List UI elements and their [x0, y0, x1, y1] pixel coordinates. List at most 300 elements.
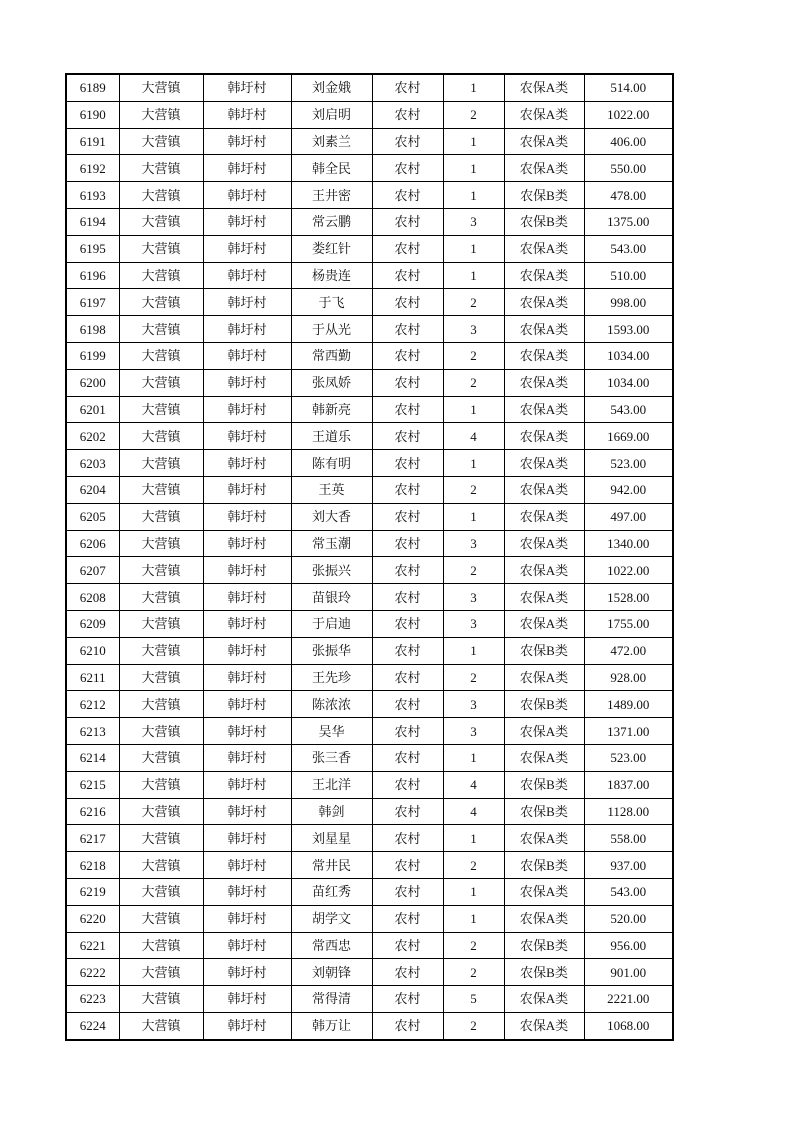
cell-amount: 2221.00 — [584, 986, 673, 1013]
cell-household-type: 农村 — [372, 316, 443, 343]
cell-serial-number: 6220 — [66, 905, 119, 932]
cell-household-type: 农村 — [372, 155, 443, 182]
table-row — [66, 771, 673, 798]
benefit-table — [65, 73, 674, 1041]
cell-amount: 956.00 — [584, 932, 673, 959]
cell-town: 大营镇 — [119, 664, 203, 691]
table-row — [66, 932, 673, 959]
table-row — [66, 852, 673, 879]
cell-village: 韩圩村 — [203, 101, 291, 128]
cell-serial-number: 6205 — [66, 503, 119, 530]
cell-amount: 1022.00 — [584, 101, 673, 128]
cell-person-count: 2 — [443, 664, 504, 691]
cell-serial-number: 6192 — [66, 155, 119, 182]
cell-household-type: 农村 — [372, 476, 443, 503]
cell-person-count: 3 — [443, 316, 504, 343]
cell-amount: 1371.00 — [584, 718, 673, 745]
cell-household-type: 农村 — [372, 878, 443, 905]
cell-insurance-category: 农保A类 — [504, 503, 584, 530]
cell-town: 大营镇 — [119, 476, 203, 503]
cell-person-count: 2 — [443, 369, 504, 396]
cell-household-type: 农村 — [372, 557, 443, 584]
cell-village: 韩圩村 — [203, 825, 291, 852]
cell-village: 韩圩村 — [203, 316, 291, 343]
cell-serial-number: 6196 — [66, 262, 119, 289]
cell-person-count: 4 — [443, 771, 504, 798]
cell-person-count: 1 — [443, 637, 504, 664]
cell-insurance-category: 农保B类 — [504, 932, 584, 959]
cell-insurance-category: 农保A类 — [504, 101, 584, 128]
cell-village: 韩圩村 — [203, 450, 291, 477]
cell-village: 韩圩村 — [203, 637, 291, 664]
cell-insurance-category: 农保B类 — [504, 182, 584, 209]
cell-insurance-category: 农保A类 — [504, 610, 584, 637]
cell-amount: 1128.00 — [584, 798, 673, 825]
cell-insurance-category: 农保B类 — [504, 798, 584, 825]
table-row — [66, 584, 673, 611]
cell-person-count: 1 — [443, 262, 504, 289]
cell-town: 大营镇 — [119, 530, 203, 557]
cell-village: 韩圩村 — [203, 557, 291, 584]
cell-village: 韩圩村 — [203, 610, 291, 637]
cell-person-name: 常西勤 — [291, 342, 372, 369]
cell-insurance-category: 农保B类 — [504, 852, 584, 879]
cell-household-type: 农村 — [372, 664, 443, 691]
cell-household-type: 农村 — [372, 289, 443, 316]
cell-village: 韩圩村 — [203, 155, 291, 182]
cell-town: 大营镇 — [119, 182, 203, 209]
cell-person-name: 刘金娥 — [291, 74, 372, 101]
cell-insurance-category: 农保A类 — [504, 878, 584, 905]
cell-household-type: 农村 — [372, 691, 443, 718]
cell-town: 大营镇 — [119, 798, 203, 825]
cell-town: 大营镇 — [119, 744, 203, 771]
cell-amount: 510.00 — [584, 262, 673, 289]
table-row — [66, 610, 673, 637]
cell-village: 韩圩村 — [203, 530, 291, 557]
cell-village: 韩圩村 — [203, 208, 291, 235]
cell-person-count: 1 — [443, 128, 504, 155]
table-row — [66, 74, 673, 101]
cell-town: 大营镇 — [119, 557, 203, 584]
cell-town: 大营镇 — [119, 610, 203, 637]
cell-insurance-category: 农保B类 — [504, 959, 584, 986]
cell-person-count: 1 — [443, 235, 504, 262]
cell-household-type: 农村 — [372, 584, 443, 611]
cell-person-name: 王井密 — [291, 182, 372, 209]
cell-household-type: 农村 — [372, 128, 443, 155]
table-row — [66, 208, 673, 235]
cell-village: 韩圩村 — [203, 503, 291, 530]
cell-town: 大营镇 — [119, 208, 203, 235]
cell-amount: 1593.00 — [584, 316, 673, 343]
cell-household-type: 农村 — [372, 959, 443, 986]
cell-person-name: 韩剑 — [291, 798, 372, 825]
cell-insurance-category: 农保A类 — [504, 530, 584, 557]
cell-insurance-category: 农保B类 — [504, 691, 584, 718]
table-row — [66, 262, 673, 289]
cell-town: 大营镇 — [119, 878, 203, 905]
cell-household-type: 农村 — [372, 637, 443, 664]
cell-household-type: 农村 — [372, 771, 443, 798]
cell-person-count: 4 — [443, 423, 504, 450]
cell-person-count: 2 — [443, 101, 504, 128]
table-row — [66, 316, 673, 343]
cell-household-type: 农村 — [372, 744, 443, 771]
cell-amount: 558.00 — [584, 825, 673, 852]
cell-amount: 1669.00 — [584, 423, 673, 450]
table-row — [66, 369, 673, 396]
cell-amount: 937.00 — [584, 852, 673, 879]
cell-insurance-category: 农保A类 — [504, 423, 584, 450]
cell-town: 大营镇 — [119, 235, 203, 262]
cell-amount: 472.00 — [584, 637, 673, 664]
cell-person-name: 常西忠 — [291, 932, 372, 959]
cell-village: 韩圩村 — [203, 423, 291, 450]
cell-person-name: 韩全民 — [291, 155, 372, 182]
cell-household-type: 农村 — [372, 852, 443, 879]
cell-person-name: 胡学文 — [291, 905, 372, 932]
cell-person-count: 2 — [443, 557, 504, 584]
cell-person-count: 3 — [443, 530, 504, 557]
cell-person-name: 杨贵连 — [291, 262, 372, 289]
cell-serial-number: 6219 — [66, 878, 119, 905]
cell-household-type: 农村 — [372, 342, 443, 369]
cell-household-type: 农村 — [372, 208, 443, 235]
cell-town: 大营镇 — [119, 396, 203, 423]
cell-person-name: 张凤娇 — [291, 369, 372, 396]
cell-person-name: 刘启明 — [291, 101, 372, 128]
cell-serial-number: 6202 — [66, 423, 119, 450]
cell-person-name: 王道乐 — [291, 423, 372, 450]
table-row — [66, 557, 673, 584]
cell-person-name: 刘朝锋 — [291, 959, 372, 986]
cell-village: 韩圩村 — [203, 932, 291, 959]
table-body — [66, 74, 673, 1040]
cell-village: 韩圩村 — [203, 262, 291, 289]
cell-village: 韩圩村 — [203, 396, 291, 423]
cell-insurance-category: 农保A类 — [504, 986, 584, 1013]
cell-serial-number: 6217 — [66, 825, 119, 852]
cell-village: 韩圩村 — [203, 771, 291, 798]
table-row — [66, 101, 673, 128]
cell-amount: 550.00 — [584, 155, 673, 182]
cell-town: 大营镇 — [119, 262, 203, 289]
cell-village: 韩圩村 — [203, 691, 291, 718]
cell-village: 韩圩村 — [203, 476, 291, 503]
cell-person-count: 1 — [443, 155, 504, 182]
table-row — [66, 450, 673, 477]
cell-person-name: 娄红针 — [291, 235, 372, 262]
cell-town: 大营镇 — [119, 450, 203, 477]
cell-person-name: 苗红秀 — [291, 878, 372, 905]
cell-serial-number: 6209 — [66, 610, 119, 637]
cell-insurance-category: 农保A类 — [504, 718, 584, 745]
cell-amount: 1034.00 — [584, 342, 673, 369]
cell-village: 韩圩村 — [203, 235, 291, 262]
cell-serial-number: 6212 — [66, 691, 119, 718]
cell-amount: 901.00 — [584, 959, 673, 986]
cell-amount: 1034.00 — [584, 369, 673, 396]
cell-insurance-category: 农保A类 — [504, 744, 584, 771]
cell-person-count: 2 — [443, 852, 504, 879]
cell-person-count: 1 — [443, 744, 504, 771]
cell-person-name: 刘星星 — [291, 825, 372, 852]
cell-amount: 1340.00 — [584, 530, 673, 557]
cell-insurance-category: 农保B类 — [504, 208, 584, 235]
table-row — [66, 691, 673, 718]
cell-person-name: 常云鹏 — [291, 208, 372, 235]
cell-serial-number: 6207 — [66, 557, 119, 584]
cell-person-name: 王英 — [291, 476, 372, 503]
cell-amount: 543.00 — [584, 878, 673, 905]
cell-village: 韩圩村 — [203, 852, 291, 879]
cell-person-name: 苗银玲 — [291, 584, 372, 611]
cell-person-name: 常得清 — [291, 986, 372, 1013]
table-row — [66, 530, 673, 557]
cell-amount: 1837.00 — [584, 771, 673, 798]
cell-village: 韩圩村 — [203, 959, 291, 986]
cell-village: 韩圩村 — [203, 584, 291, 611]
cell-household-type: 农村 — [372, 1012, 443, 1039]
cell-person-count: 3 — [443, 718, 504, 745]
cell-village: 韩圩村 — [203, 182, 291, 209]
table-row — [66, 905, 673, 932]
cell-person-name: 张振华 — [291, 637, 372, 664]
cell-serial-number: 6208 — [66, 584, 119, 611]
cell-serial-number: 6216 — [66, 798, 119, 825]
cell-person-name: 常玉潮 — [291, 530, 372, 557]
cell-serial-number: 6193 — [66, 182, 119, 209]
cell-insurance-category: 农保A类 — [504, 262, 584, 289]
cell-household-type: 农村 — [372, 262, 443, 289]
cell-serial-number: 6201 — [66, 396, 119, 423]
cell-serial-number: 6199 — [66, 342, 119, 369]
cell-person-count: 1 — [443, 396, 504, 423]
cell-household-type: 农村 — [372, 369, 443, 396]
cell-amount: 1528.00 — [584, 584, 673, 611]
cell-household-type: 农村 — [372, 74, 443, 101]
cell-serial-number: 6218 — [66, 852, 119, 879]
cell-household-type: 农村 — [372, 235, 443, 262]
table-row — [66, 798, 673, 825]
cell-village: 韩圩村 — [203, 342, 291, 369]
cell-amount: 520.00 — [584, 905, 673, 932]
cell-serial-number: 6214 — [66, 744, 119, 771]
cell-insurance-category: 农保A类 — [504, 342, 584, 369]
cell-household-type: 农村 — [372, 423, 443, 450]
cell-person-count: 1 — [443, 450, 504, 477]
cell-amount: 514.00 — [584, 74, 673, 101]
cell-insurance-category: 农保A类 — [504, 289, 584, 316]
cell-serial-number: 6194 — [66, 208, 119, 235]
cell-amount: 1022.00 — [584, 557, 673, 584]
cell-person-count: 2 — [443, 476, 504, 503]
cell-town: 大营镇 — [119, 905, 203, 932]
table-row — [66, 959, 673, 986]
table-row — [66, 155, 673, 182]
cell-household-type: 农村 — [372, 182, 443, 209]
cell-person-name: 张三香 — [291, 744, 372, 771]
cell-person-name: 陈有明 — [291, 450, 372, 477]
cell-household-type: 农村 — [372, 932, 443, 959]
cell-town: 大营镇 — [119, 289, 203, 316]
cell-amount: 523.00 — [584, 450, 673, 477]
cell-town: 大营镇 — [119, 342, 203, 369]
cell-village: 韩圩村 — [203, 905, 291, 932]
cell-insurance-category: 农保A类 — [504, 557, 584, 584]
cell-serial-number: 6197 — [66, 289, 119, 316]
cell-person-name: 于启迪 — [291, 610, 372, 637]
cell-serial-number: 6211 — [66, 664, 119, 691]
cell-village: 韩圩村 — [203, 74, 291, 101]
cell-person-count: 3 — [443, 584, 504, 611]
cell-person-count: 1 — [443, 905, 504, 932]
cell-amount: 1068.00 — [584, 1012, 673, 1039]
cell-serial-number: 6195 — [66, 235, 119, 262]
cell-insurance-category: 农保A类 — [504, 235, 584, 262]
cell-village: 韩圩村 — [203, 798, 291, 825]
cell-person-name: 于飞 — [291, 289, 372, 316]
cell-amount: 1489.00 — [584, 691, 673, 718]
cell-insurance-category: 农保A类 — [504, 664, 584, 691]
cell-village: 韩圩村 — [203, 1012, 291, 1039]
cell-town: 大营镇 — [119, 316, 203, 343]
cell-town: 大营镇 — [119, 155, 203, 182]
cell-town: 大营镇 — [119, 825, 203, 852]
cell-person-count: 2 — [443, 932, 504, 959]
cell-town: 大营镇 — [119, 637, 203, 664]
cell-amount: 406.00 — [584, 128, 673, 155]
table-row — [66, 235, 673, 262]
table-row — [66, 718, 673, 745]
cell-insurance-category: 农保A类 — [504, 316, 584, 343]
cell-town: 大营镇 — [119, 423, 203, 450]
cell-person-count: 3 — [443, 208, 504, 235]
cell-serial-number: 6200 — [66, 369, 119, 396]
cell-person-name: 张振兴 — [291, 557, 372, 584]
cell-village: 韩圩村 — [203, 369, 291, 396]
cell-household-type: 农村 — [372, 798, 443, 825]
cell-village: 韩圩村 — [203, 986, 291, 1013]
cell-person-count: 1 — [443, 825, 504, 852]
table-row — [66, 503, 673, 530]
table-row — [66, 986, 673, 1013]
table-row — [66, 182, 673, 209]
cell-town: 大营镇 — [119, 718, 203, 745]
cell-insurance-category: 农保B类 — [504, 771, 584, 798]
cell-person-count: 3 — [443, 610, 504, 637]
cell-insurance-category: 农保A类 — [504, 584, 584, 611]
table-row — [66, 342, 673, 369]
cell-person-name: 于从光 — [291, 316, 372, 343]
cell-household-type: 农村 — [372, 503, 443, 530]
cell-insurance-category: 农保A类 — [504, 1012, 584, 1039]
cell-town: 大营镇 — [119, 959, 203, 986]
cell-person-name: 王先珍 — [291, 664, 372, 691]
cell-person-name: 吴华 — [291, 718, 372, 745]
cell-insurance-category: 农保A类 — [504, 155, 584, 182]
cell-person-count: 5 — [443, 986, 504, 1013]
cell-amount: 543.00 — [584, 396, 673, 423]
cell-person-count: 2 — [443, 959, 504, 986]
cell-town: 大营镇 — [119, 369, 203, 396]
cell-person-count: 2 — [443, 342, 504, 369]
cell-household-type: 农村 — [372, 450, 443, 477]
cell-person-count: 1 — [443, 182, 504, 209]
table-row — [66, 476, 673, 503]
table-row — [66, 744, 673, 771]
cell-person-count: 1 — [443, 878, 504, 905]
cell-serial-number: 6215 — [66, 771, 119, 798]
cell-amount: 523.00 — [584, 744, 673, 771]
cell-serial-number: 6213 — [66, 718, 119, 745]
cell-town: 大营镇 — [119, 584, 203, 611]
cell-person-name: 刘素兰 — [291, 128, 372, 155]
table-row — [66, 423, 673, 450]
cell-household-type: 农村 — [372, 986, 443, 1013]
cell-amount: 928.00 — [584, 664, 673, 691]
cell-serial-number: 6206 — [66, 530, 119, 557]
cell-person-name: 王北洋 — [291, 771, 372, 798]
cell-person-count: 4 — [443, 798, 504, 825]
cell-town: 大营镇 — [119, 771, 203, 798]
cell-serial-number: 6221 — [66, 932, 119, 959]
cell-serial-number: 6198 — [66, 316, 119, 343]
table-row — [66, 878, 673, 905]
cell-amount: 942.00 — [584, 476, 673, 503]
cell-insurance-category: 农保B类 — [504, 637, 584, 664]
cell-serial-number: 6191 — [66, 128, 119, 155]
cell-amount: 478.00 — [584, 182, 673, 209]
cell-person-count: 2 — [443, 1012, 504, 1039]
table-row — [66, 128, 673, 155]
cell-town: 大营镇 — [119, 1012, 203, 1039]
cell-village: 韩圩村 — [203, 744, 291, 771]
cell-town: 大营镇 — [119, 503, 203, 530]
cell-insurance-category: 农保A类 — [504, 905, 584, 932]
cell-serial-number: 6190 — [66, 101, 119, 128]
cell-serial-number: 6223 — [66, 986, 119, 1013]
cell-household-type: 农村 — [372, 610, 443, 637]
cell-village: 韩圩村 — [203, 718, 291, 745]
table-row — [66, 396, 673, 423]
cell-person-count: 3 — [443, 691, 504, 718]
cell-household-type: 农村 — [372, 101, 443, 128]
cell-household-type: 农村 — [372, 530, 443, 557]
cell-serial-number: 6189 — [66, 74, 119, 101]
cell-serial-number: 6224 — [66, 1012, 119, 1039]
table-row — [66, 289, 673, 316]
cell-insurance-category: 农保A类 — [504, 369, 584, 396]
cell-town: 大营镇 — [119, 128, 203, 155]
cell-amount: 543.00 — [584, 235, 673, 262]
cell-insurance-category: 农保A类 — [504, 825, 584, 852]
cell-amount: 1375.00 — [584, 208, 673, 235]
cell-insurance-category: 农保A类 — [504, 450, 584, 477]
cell-person-count: 2 — [443, 289, 504, 316]
cell-amount: 1755.00 — [584, 610, 673, 637]
cell-town: 大营镇 — [119, 691, 203, 718]
cell-town: 大营镇 — [119, 932, 203, 959]
cell-village: 韩圩村 — [203, 128, 291, 155]
cell-insurance-category: 农保A类 — [504, 396, 584, 423]
cell-person-name: 韩新亮 — [291, 396, 372, 423]
cell-serial-number: 6210 — [66, 637, 119, 664]
cell-insurance-category: 农保A类 — [504, 74, 584, 101]
cell-serial-number: 6222 — [66, 959, 119, 986]
table-row — [66, 664, 673, 691]
